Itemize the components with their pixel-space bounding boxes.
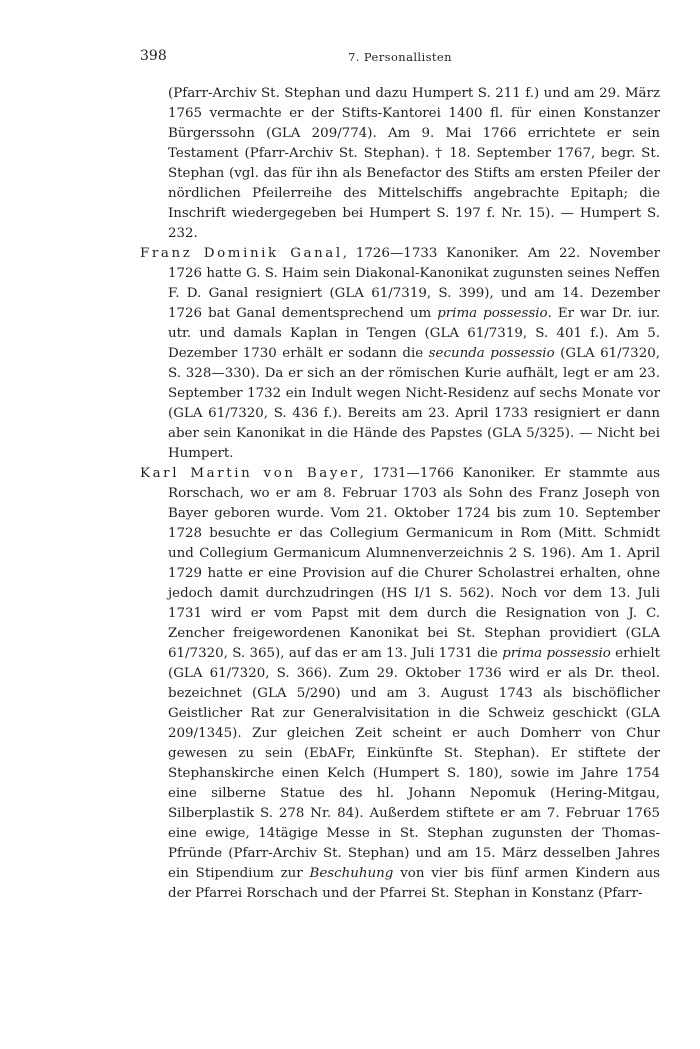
entry-text: , 1731—1766 Kanoniker. Er stammte aus Rorschach, wo er am 8. Februar 1703 als Sohn des Franz Joseph von Bayer geboren wurde. Vom 21. Oktober 1724 bis zum 10. September 1728 besuchte er das Collegium Germanicum in Rom (Mitt. Schmidt und Collegium Germanicum Alumnenverzeichnis 2 S. 196). Am 1. April 1729 hatte er eine Provision auf die Churer Scholastrei erhalten, ohne jedoch damit durchzudringen (HS I/1 S. 562). Noch vor dem 13. Juli 1731 wird er vom Papst mit dem durch die Resignation von J. C. Zencher freigewordenen Kanonikat bei St. Stephan providiert (GLA 61/7320, S. 365), auf das er am 13. Juli 1731 die (168, 466, 660, 661)
entry-bayer (140, 464, 660, 904)
entry-text: . Er war Dr. iur. utr. und damals Kaplan in Tengen (GLA 61/7319, S. 401 f.). Am 5. Dezember 1730 erhält er sodann die (168, 306, 660, 361)
entry-name: Franz Dominik Ganal (140, 246, 343, 261)
entry-ganal (140, 244, 660, 464)
running-head: 7. Personallisten (348, 50, 452, 64)
entry-text: (GLA 61/7320, S. 328—330). Da er sich an der römischen Kurie aufhält, legt er am 23. September 1732 ein Indult wegen Nicht-Residenz auf sechs Monate vor (GLA 61/7320, S. 436 f.). Bereits am 23. April 1733 resigniert er dann aber sein Kanonikat in die Hände des Papstes (GLA 5/325). — Nicht bei Humpert. (168, 346, 660, 461)
entry-continuation (140, 84, 660, 244)
entry-text: (Pfarr-Archiv St. Stephan und dazu Humpert S. 211 f.) und am 29. März 1765 vermachte er der Stifts-Kantorei 1400 fl. für einen Konstanzer Bürgerssohn (GLA 209/774). Am 9. Mai 1766 errichtete er sein Testament (Pfarr-Archiv St. Stephan). † 18. September 1767, begr. St. Stephan (vgl. das für ihn als Benefactor des Stifts am ersten Pfeiler der nördlichen Pfeilerreihe des Mittelschiffs angebrachte Epitaph; die Inschrift wiedergegeben bei Humpert S. 197 f. Nr. 15). — Humpert S. 232. (168, 86, 660, 241)
page-number: 398 (140, 48, 167, 64)
latin-term: prima possessio (502, 646, 611, 661)
entry-text: von vier bis fünf armen Kindern aus der Pfarrei Rorschach und der Pfarrei St. Stephan in Konstanz (Pfarr- (168, 866, 660, 901)
entry-name: Karl Martin von Bayer (140, 466, 360, 481)
entry-text: erhielt (GLA 61/7320, S. 366). Zum 29. Oktober 1736 wird er als Dr. theol. bezeichnet (GLA 5/290) und am 3. August 1743 als bischöflicher Geistlicher Rat zur Generalvisitation in die Schweiz geschickt (GLA 209/1345). Zur gleichen Zeit scheint er auch Domherr von Chur gewesen zu sein (EbAFr, Einkünfte St. Stephan). Er stiftete der Stephanskirche einen Kelch (Humpert S. 180), sowie im Jahre 1754 eine silberne Statue des hl. Johann Nepomuk (Hering-Mitgau, Silberplastik S. 278 Nr. 84). Außerdem stiftete er am 7. Februar 1765 eine ewige, 14tägige Messe in St. Stephan zugunsten der Thomas-Pfründe (Pfarr-Archiv St. Stephan) und am 15. März desselben Jahres ein Stipendium zur (168, 646, 660, 881)
latin-term: secunda possessio (428, 346, 555, 361)
entry-text: , 1726—1733 Kanoniker. Am 22. November 1726 hatte G. S. Haim sein Diakonal-Kanonikat zugunsten seines Neffen F. D. Ganal resigniert (GLA 61/7319, S. 399), und am 14. Dezember 1726 bat Ganal dementsprechend um (168, 246, 660, 321)
italic-term: Beschuhung (309, 866, 394, 881)
latin-term: prima possessio (437, 306, 548, 321)
page-header (140, 48, 660, 70)
body-text (140, 84, 660, 904)
